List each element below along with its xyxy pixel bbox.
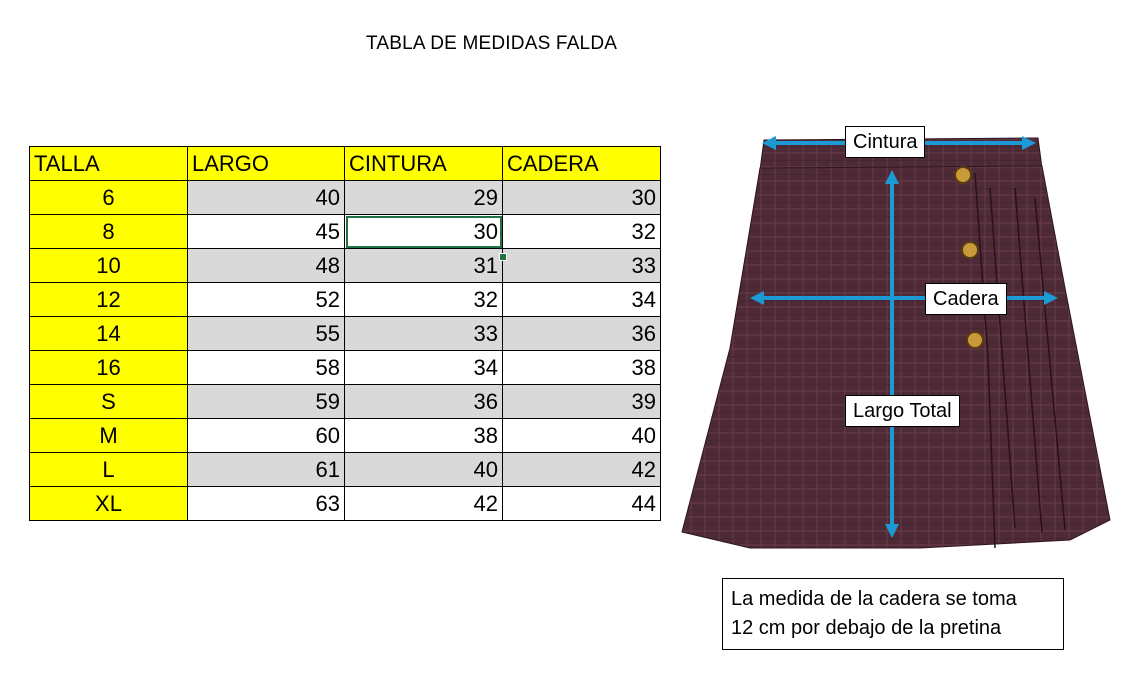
cell-cintura[interactable]: 38 [345,419,503,453]
page-title: TABLA DE MEDIDAS FALDA [366,33,618,54]
cell-largo[interactable]: 48 [188,249,345,283]
button-top-icon [955,167,971,183]
cell-cadera[interactable]: 32 [503,215,661,249]
table-row [30,283,661,317]
cell-largo[interactable]: 40 [188,181,345,215]
cell-talla[interactable]: L [30,453,188,487]
cell-cadera[interactable]: 44 [503,487,661,521]
cell-talla[interactable]: 8 [30,215,188,249]
waist-label: Cintura [845,126,925,158]
cell-largo[interactable]: 63 [188,487,345,521]
header-cintura[interactable]: CINTURA [345,147,503,181]
cell-cadera[interactable]: 30 [503,181,661,215]
cell-largo[interactable]: 58 [188,351,345,385]
cell-talla[interactable]: 16 [30,351,188,385]
cell-largo[interactable]: 52 [188,283,345,317]
cell-talla[interactable]: 12 [30,283,188,317]
header-cadera[interactable]: CADERA [503,147,661,181]
cell-cadera[interactable]: 36 [503,317,661,351]
selection-fill-handle[interactable] [499,253,507,261]
table-header-row [30,147,661,181]
cell-cadera[interactable]: 42 [503,453,661,487]
cell-cadera[interactable]: 38 [503,351,661,385]
cell-talla[interactable]: S [30,385,188,419]
size-table [29,146,661,521]
cell-cintura[interactable]: 42 [345,487,503,521]
cell-largo[interactable]: 59 [188,385,345,419]
cell-cadera[interactable]: 33 [503,249,661,283]
table-row [30,249,661,283]
cell-cintura[interactable]: 33 [345,317,503,351]
skirt-image [670,118,1120,558]
cell-cadera[interactable]: 39 [503,385,661,419]
skirt-body [682,138,1110,548]
cell-cadera[interactable]: 34 [503,283,661,317]
cell-cintura[interactable]: 34 [345,351,503,385]
table-row [30,215,661,249]
cell-cintura[interactable]: 29 [345,181,503,215]
note-line-2: 12 cm por debajo de la pretina [731,617,1002,639]
cell-talla[interactable]: 10 [30,249,188,283]
length-label: Largo Total [845,395,960,427]
hip-label: Cadera [925,283,1007,315]
button-middle-icon [962,242,978,258]
cell-cadera[interactable]: 40 [503,419,661,453]
note-line-1: La medida de la cadera se toma [731,588,1017,610]
hip-measurement-note [722,578,1064,650]
table-row [30,181,661,215]
cell-largo[interactable]: 61 [188,453,345,487]
cell-cintura-selected[interactable]: 30 [345,215,503,249]
table-row [30,453,661,487]
cell-talla[interactable]: M [30,419,188,453]
cell-talla[interactable]: 14 [30,317,188,351]
cell-talla[interactable]: 6 [30,181,188,215]
table-row [30,317,661,351]
header-largo[interactable]: LARGO [188,147,345,181]
header-talla[interactable]: TALLA [30,147,188,181]
table-row [30,351,661,385]
cell-cintura[interactable]: 36 [345,385,503,419]
button-bottom-icon [967,332,983,348]
cell-largo[interactable]: 45 [188,215,345,249]
table-row [30,487,661,521]
cell-largo[interactable]: 55 [188,317,345,351]
table-row [30,385,661,419]
cell-largo[interactable]: 60 [188,419,345,453]
table-row [30,419,661,453]
cell-talla[interactable]: XL [30,487,188,521]
cell-cintura[interactable]: 31 [345,249,503,283]
cell-cintura[interactable]: 32 [345,283,503,317]
cell-cintura[interactable]: 40 [345,453,503,487]
